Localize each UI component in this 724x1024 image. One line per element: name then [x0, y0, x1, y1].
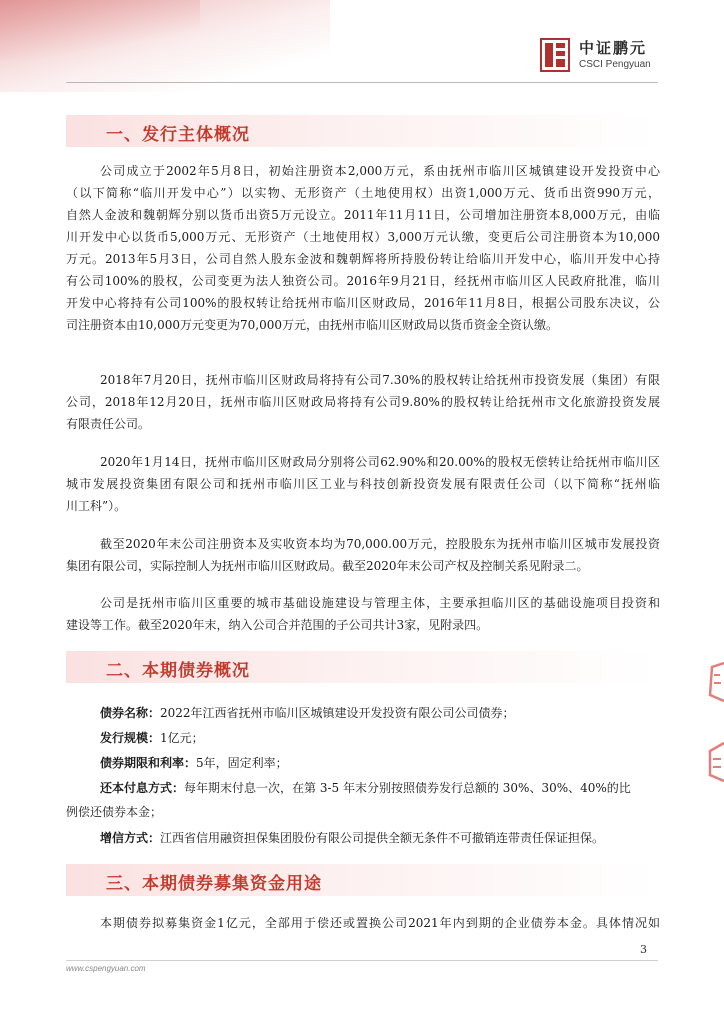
credit-enhancement-row	[100, 827, 660, 849]
text-line: 2020年1月14日，抚州市临川区财政局分别将公司62.90%和20.00%的股权无偿转让给抚州市临川区	[100, 455, 660, 469]
text-line: 川开发中心以货币5,000万元、无形资产（土地使用权）3,000万元认缴，变更后公司注册资本为10,000	[66, 230, 660, 244]
text-line: 公司，2018年12月20日，抚州市临川区财政局将持有公司9.80%的股权转让给抚州市文化旅游投资发展	[66, 395, 660, 409]
text-line: 公司成立于2002年5月8日，初始注册资本2,000万元，系由抚州市临川区城镇建设开发投资中心	[100, 164, 660, 178]
paragraph-fund-use	[100, 912, 660, 934]
text-line: 2018年7月20日，抚州市临川区财政局将持有公司7.30%的股权转让给抚州市投资发展（集团）有限	[100, 373, 660, 387]
edge-stamp-decoration	[704, 655, 724, 805]
text-line: 集团有限公司，实际控制人为抚州市临川区财政局。截至2020年末公司产权及控制关系见附录二。	[66, 559, 589, 573]
field-label: 还本付息方式：	[100, 781, 185, 795]
text-line: 万元。2013年5月3日，公司自然人股东金波和魏朝辉将所持股份转让给临川开发中心，临川开发中心持	[66, 252, 660, 266]
text-line: 川工科”）。	[66, 499, 127, 513]
section-heading-3	[66, 864, 658, 896]
text-line: 自然人金波和魏朝辉分别以货币出资5万元设立。2011年11月11日，公司增加注册资本8,000万元，由临	[66, 208, 660, 222]
term-rate-row	[100, 752, 660, 774]
field-value: 5年，固定利率；	[196, 756, 288, 770]
text-line: 建设等工作。截至2020年末，纳入公司合并范围的子公司共计3家，见附录四。	[66, 618, 489, 632]
page-number: 3	[640, 943, 647, 956]
issue-size-row	[100, 727, 660, 749]
field-label: 增信方式：	[100, 831, 161, 845]
field-value: 2022年江西省抚州市临川区城镇建设开发投资有限公司公司债券；	[160, 706, 515, 720]
field-label: 发行规模：	[100, 731, 161, 745]
footer-divider	[66, 960, 658, 961]
text-line: 司注册资本由10,000万元变更为70,000万元，由抚州市临川区财政局以货币资金全资认缴。	[66, 318, 558, 332]
field-label: 债券名称：	[100, 706, 161, 720]
field-value: 例偿还债券本金；	[66, 805, 163, 819]
field-value: 1亿元；	[160, 731, 204, 745]
paragraph-equity-transfer-2020	[66, 451, 660, 517]
header-decoration	[0, 0, 330, 92]
section-title: 二、本期债券概况	[106, 661, 250, 681]
repayment-row-continued	[66, 801, 626, 823]
paragraph-business-role	[66, 592, 660, 636]
text-line: 有限责任公司。	[66, 417, 151, 431]
text-line: 公司是抚州市临川区重要的城市基础设施建设与管理主体，主要承担临川区的基础设施项目投资和	[100, 596, 660, 610]
section-heading-2	[66, 651, 658, 683]
field-value: 江西省信用融资担保集团股份有限公司提供全额无条件不可撤销连带责任保证担保。	[160, 831, 605, 845]
footer-website: www.cspengyuan.com	[66, 964, 146, 973]
company-logo	[540, 38, 651, 72]
paragraph-equity-transfer-2018	[66, 369, 660, 435]
text-line: 有公司100%的股权，公司变更为法人独资公司。2016年9月21日，经抚州市临川区人民政府批准，临川	[66, 274, 660, 288]
text-line: 截至2020年末公司注册资本及实收资本均为70,000.00万元，控股股东为抚州市临川区城市发展投资	[100, 537, 660, 551]
logo-seal-icon	[540, 38, 570, 72]
text-line: （以下简称“临川开发中心”）以实物、无形资产（土地使用权）出资1,000万元、货币出资990万元，	[66, 186, 660, 200]
section-title: 三、本期债券募集资金用途	[106, 874, 322, 894]
paragraph-company-history	[66, 160, 660, 336]
section-title: 一、发行主体概况	[106, 125, 250, 145]
text-line: 本期债券拟募集资金1亿元，全部用于偿还或置换公司2021年内到期的企业债券本金。具体情况如	[100, 916, 660, 930]
field-label: 债券期限和利率：	[100, 756, 197, 770]
text-line: 开发中心将持有公司100%的股权转让给抚州市临川区财政局，2016年11月8日，根据公司股东决议，公	[66, 296, 660, 310]
logo-chinese-name: 中证鹏元	[579, 38, 648, 57]
repayment-row	[100, 777, 660, 799]
paragraph-registered-capital	[66, 533, 660, 577]
section-heading-1	[66, 115, 658, 147]
text-line: 城市发展投资集团有限公司和抚州市临川区工业与科技创新投资发展有限责任公司（以下简称“抚州临	[66, 477, 660, 491]
bond-name-row	[100, 702, 660, 724]
header-divider	[66, 82, 658, 83]
logo-english-name: CSCI Pengyuan	[579, 58, 651, 70]
field-value: 每年期末付息一次，在第 3-5 年末分别按照债券发行总额的 30%、30%、40%的比	[184, 781, 631, 795]
